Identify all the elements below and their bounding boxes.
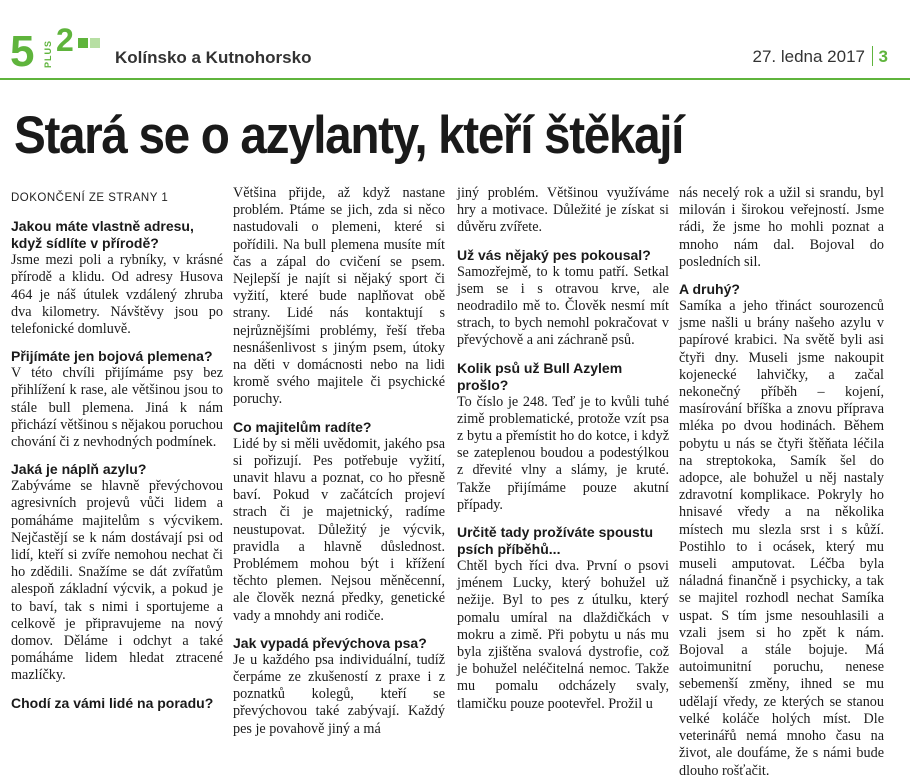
interview-answer: Lidé by si měli uvědomit, jakého psa si pořizují. Pes potřebuje vyžití, unavit hlavu a poznat, co ho přesně baví. Pokud v začátcích projeví strach či je majetnický, radíme neustupovat. Důležitý je výcvik, pravidla a hlavně důslednost. Problémem mohou být i křížení těchto plemen. Nejsou měněcenní, ale člověk nezná předky, genetické vady a mnohdy ani rodiče. xyxy=(233,435,445,624)
article-column-4 xyxy=(679,185,884,780)
interview-question: Kolik psů už Bull Azylem prošlo? xyxy=(457,359,623,393)
logo-two: 2 xyxy=(56,22,74,58)
interview-answer: Chtěl bych říci dva. První o psovi jménem Lucky, který bohužel už nežije. Byl to pes z útulku, který pomalu umíral na dlaždičkách v mokru a zimě. Při pobytu u nás mu byla zjištěna svalová dystrofie, což je bohužel neléčitelná nemoc. Takže mu pomalu odcházely svaly, tlamičku pouze pootevřel. Prožil u xyxy=(457,558,669,712)
interview-answer: Je u každého psa individuální, tudíž čerpáme ze zkušeností z praxe i z poznatků kolegů, kteří se převýchovou také zabývají. Každý pes je povahově jiný a má xyxy=(233,651,445,737)
interview-answer: V této chvíli přijímáme psy bez přihlížení k rase, ale většinou jsou to stále bull plemena. Jiná k nám přichází většinou s nějakou poruchou chování či z nevhodných podmínek. xyxy=(11,365,223,451)
interview-question: Jak vypadá převýchova psa? xyxy=(233,634,427,651)
interview-answer: Většina přijde, až když nastane problém. Ptáme se jich, zda si něco nastudovali o plemeni, které si pořídili. Na bull plemena musíte mít čas a zápal do cvičení se psem. Nejlepší je najít si nějaký sport či vyžití, které bude naplňovat obě strany. Lidé nás kontaktují s nejrůznějšími problémy, řeší třeba nesnášenlivost s jiným psem, útoky na děti v domácnosti nebo na lidi kromě svého majitele či psychické poruchy. xyxy=(233,185,445,408)
interview-answer: Samozřejmě, to k tomu patří. Setkal jsem se i s otravou krve, ale neodradilo mě to. Člověk nesmí mít strach, to bych nemohl pokračovat v převýchově a ani záchraně psů. xyxy=(457,263,669,349)
interview-question: Přijímáte jen bojová plemena? xyxy=(11,348,213,365)
page-header xyxy=(0,0,910,80)
interview-question: Jaká je náplň azylu? xyxy=(11,461,147,478)
continuation-kicker: DOKONČENÍ ZE STRANY 1 xyxy=(11,192,169,204)
interview-question: A druhý? xyxy=(679,281,740,298)
interview-question: Jakou máte vlastně adresu, když sídlíte v přírodě? xyxy=(11,218,194,252)
interview-question: Už vás nějaký pes pokousal? xyxy=(457,246,651,263)
region-title: Kolínsko a Kutnohorsko xyxy=(115,48,312,67)
article-headline: Stará se o azylanty, kteří štěkají xyxy=(14,106,684,165)
page-number: 3 xyxy=(878,47,888,66)
issue-date: 27. ledna 2017 xyxy=(752,47,865,66)
logo-square-dark-icon xyxy=(78,38,88,48)
header-separator xyxy=(872,46,873,66)
interview-question: Co majitelům radíte? xyxy=(233,418,372,435)
header-rule xyxy=(0,78,910,80)
interview-answer: jiný problém. Většinou využíváme hry a motivace. Důležité je získat si důvěru zvířete. xyxy=(457,185,669,236)
logo-plus: PLUS xyxy=(43,39,53,68)
article-column-1 xyxy=(11,190,223,712)
logo-square-light-icon xyxy=(90,38,100,48)
interview-answer: Samíka a jeho třináct sourozenců jsme našli u brány našeho azylu v papírové krabici. Na světě byli asi čtyři dny. Museli jsme nakoupit kojenecké lahvičky, a začal nekonečný příběh – kojení, masírování bříška a znovu příprava mléka po dvou hodinách. Během pobytu u nás se čtyři štěňata léčila na streptokoka, Samík šel do adopce, ale bohužel u něj nastaly zdravotní komplikace. Pokryly ho hnisavé vředy a na několika místech mu slezla srst i s kůží. Postihlo to i ocásek, který mu museli amputovat. Léčba byla náladná finančně i psychicky, a tak se majitel rozhodl nechat Samíka uspat. S tím jsme nesouhlasili a vzali jsem si ho zpět k nám. Bojoval a stále bojuje. Má autoimunitní poruchu, nenese sebemenší změny, ihned se mu udělají vředy, ze kterých se stanou velké koláče holých míst. Dle veterinářů nemá mnoho času na život, ale doufáme, že s námi bude dlouho rošťačit. xyxy=(679,298,884,779)
newspaper-logo xyxy=(10,22,110,76)
article-column-2 xyxy=(233,185,445,738)
interview-answer: To číslo je 248. Teď je to kvůli tuhé zimě problematické, protože vzít psa z bytu a přemístit ho do kotce, i když se zateplenou boudou a podestýlkou z dřevité vlny a slámy, je kruté. Takže přijímáme pouze akutní případy. xyxy=(457,393,669,513)
interview-question: Chodí za vámi lidé na poradu? xyxy=(11,694,214,711)
interview-answer: Jsme mezi poli a rybníky, v krásné přírodě a klidu. Od adresy Husova 464 je náš útulek vzdálený zhruba dva kilometry. Návštěvy jsou po telefonické domluvě. xyxy=(11,252,223,338)
interview-answer: nás necelý rok a užil si srandu, byl milován i širokou veřejností. Jsme rádi, že jsme ho mohli poznat a mnoho nám dal. Bojoval do posledních sil. xyxy=(679,185,884,270)
interview-question: Určitě tady prožíváte spoustu psích příběhů... xyxy=(457,524,654,558)
logo-five: 5 xyxy=(10,27,34,76)
article-column-3 xyxy=(457,185,669,713)
interview-answer: Zabýváme se hlavně převýchovou agresivních projevů vůči lidem a pomáháme majitelům s výcvikem. Nejčastějí se k nám dostávají psi od lidí, kteří si zvíře nemohou nechat či ho zdědili. Snažíme se dát zvířatům alespoň základní výcvik, a pokud je to baví, tak s nimi i sportujeme a celkově je připravujeme na nový domov. Děláme i odchyt a také pomáháme lidem hledat ztracené mazlíčky. xyxy=(11,478,223,684)
